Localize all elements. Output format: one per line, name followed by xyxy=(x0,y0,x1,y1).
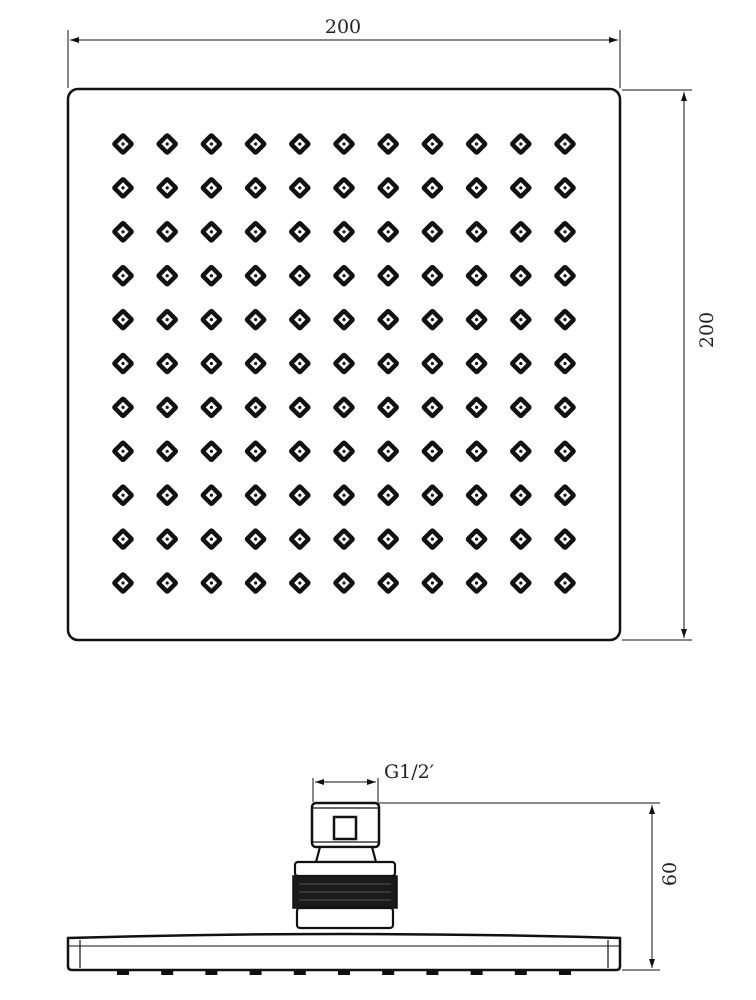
bottom-nozzle xyxy=(117,969,129,975)
bottom-nozzle xyxy=(515,969,527,975)
top-view xyxy=(68,16,718,640)
side-view xyxy=(68,761,681,975)
bottom-nozzle xyxy=(161,969,173,975)
bottom-nozzle xyxy=(205,969,217,975)
width-dimension xyxy=(68,16,620,88)
bottom-nozzle xyxy=(250,969,262,975)
thread-size-label: G1/2′ xyxy=(384,761,435,783)
thread-dimension xyxy=(313,761,434,802)
bottom-nozzle xyxy=(382,969,394,975)
height-dimension xyxy=(622,90,718,640)
side-height-label: 60 xyxy=(659,861,681,887)
ball-joint xyxy=(293,847,397,928)
bottom-nozzle xyxy=(426,969,438,975)
shower-plate-side xyxy=(68,934,620,970)
bottom-nozzle xyxy=(471,969,483,975)
width-dimension-label: 200 xyxy=(324,16,362,38)
threaded-connector xyxy=(312,803,379,847)
bottom-nozzle xyxy=(294,969,306,975)
bottom-nozzle xyxy=(559,969,571,975)
height-dimension-label: 200 xyxy=(696,311,718,349)
bottom-nozzle xyxy=(338,969,350,975)
